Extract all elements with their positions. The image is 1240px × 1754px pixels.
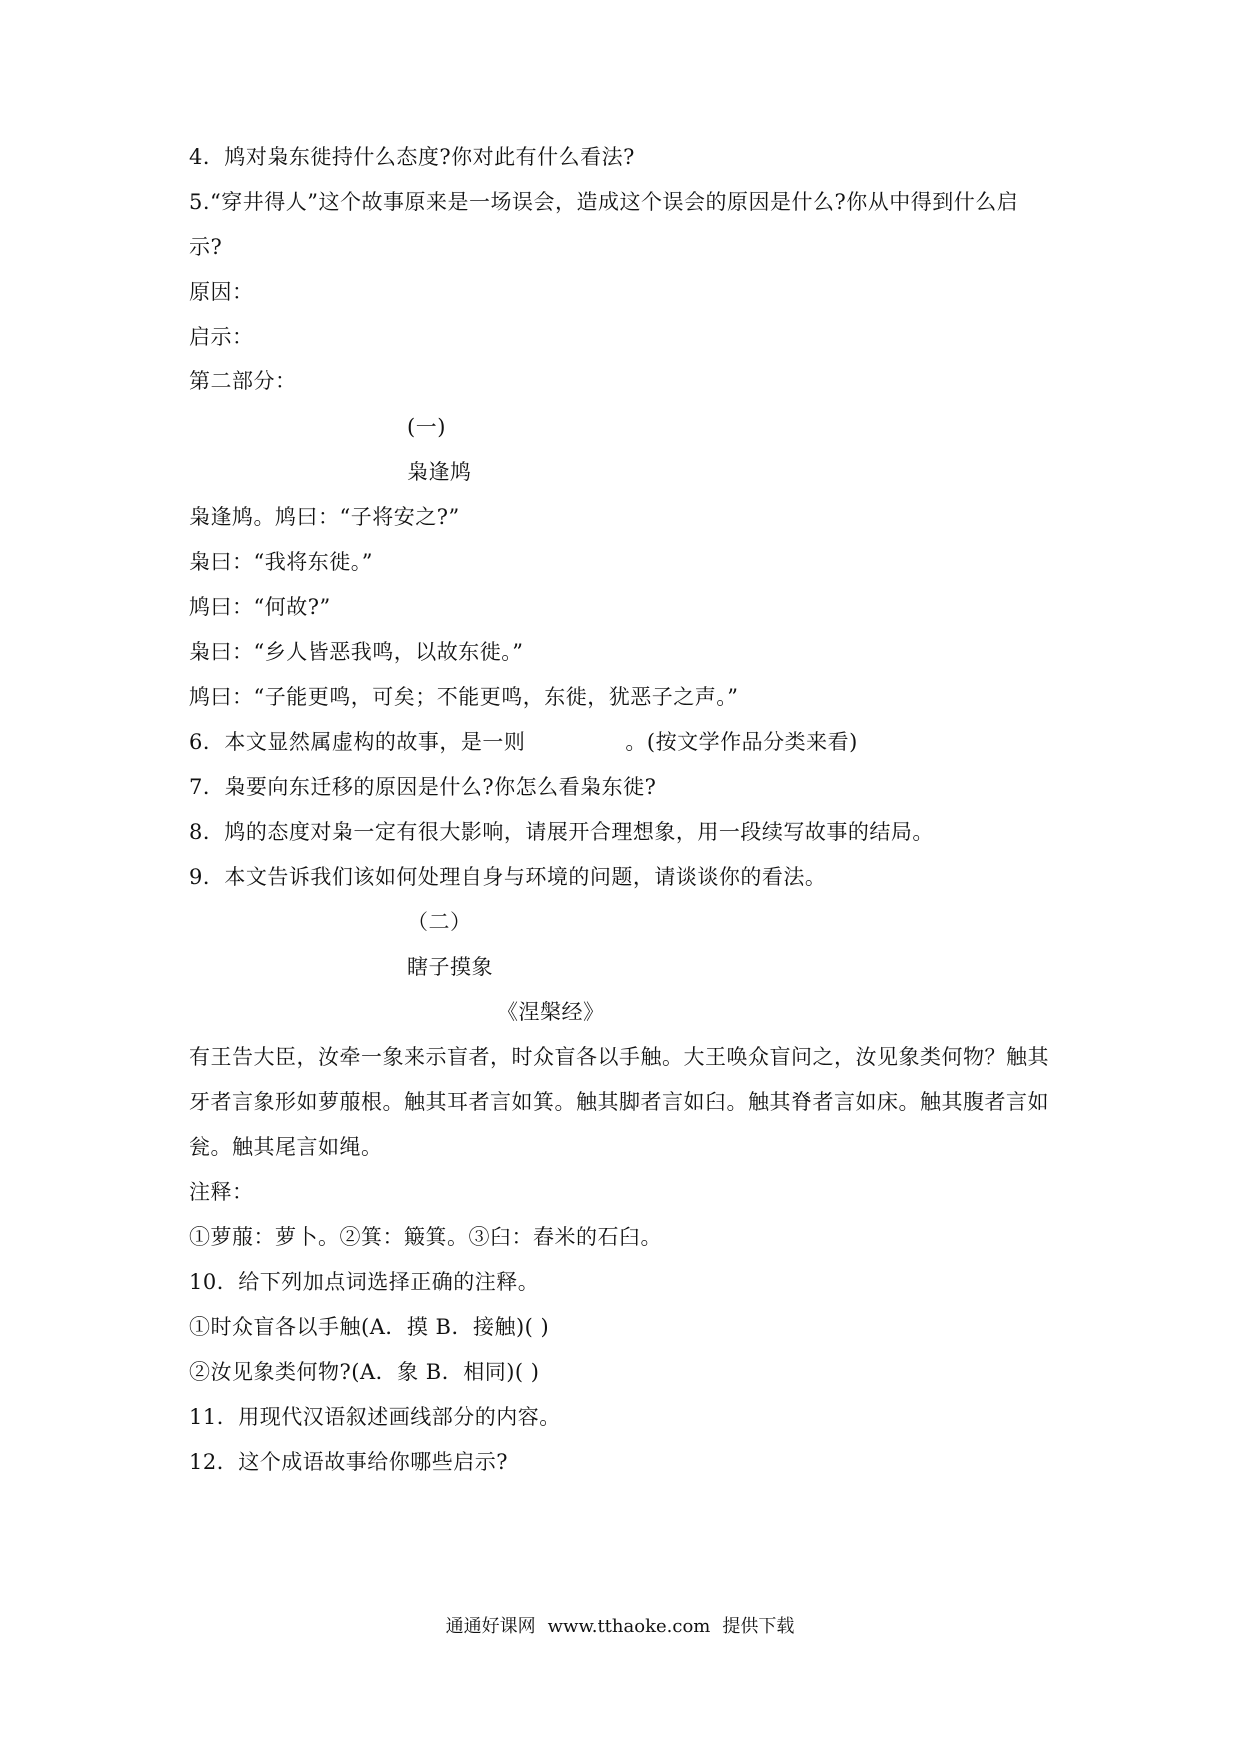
passage-line: 有王告大臣，汝牵一象来示盲者，时众盲各以手触。大王唤众盲问之，汝见象类何物？触其 <box>189 1045 1049 1069</box>
section-2-title: 瞎子摸象 <box>407 955 493 979</box>
passage-line: 牙者言象形如萝菔根。触其耳者言如箕。触其脚者言如臼。触其脊者言如床。触其腹者言如 <box>189 1090 1049 1114</box>
section-2-number: （二） <box>407 910 472 934</box>
question-12: 12．这个成语故事给你哪些启示? <box>189 1450 508 1474</box>
notes-text: ①萝菔：萝卜。②箕：簸箕。③臼：舂米的石臼。 <box>189 1225 662 1249</box>
dialogue-line: 鸠曰：“何故?” <box>189 595 331 619</box>
question-5-line-1: 5.“穿井得人”这个故事原来是一场误会，造成这个误会的原因是什么?你从中得到什么启 <box>189 190 1019 214</box>
question-7: 7．枭要向东迁移的原因是什么?你怎么看枭东徙? <box>189 775 657 799</box>
insight-label: 启示： <box>189 325 254 349</box>
question-11: 11．用现代汉语叙述画线部分的内容。 <box>189 1405 561 1429</box>
section-1-number: (一) <box>407 415 446 439</box>
question-5-line-2: 示? <box>189 235 223 259</box>
page-footer <box>0 1614 1240 1640</box>
dialogue-line: 鸠曰：“子能更鸣，可矣；不能更鸣，东徙，犹恶子之声。” <box>189 685 739 709</box>
reason-label: 原因： <box>189 280 254 304</box>
question-4: 4．鸠对枭东徙持什么态度?你对此有什么看法? <box>189 145 635 169</box>
section-1-title: 枭逢鸠 <box>407 460 472 484</box>
footer-url[interactable]: www.tthaoke.com <box>547 1616 711 1637</box>
question-6-text: 6．本文显然属虚构的故事，是一则 <box>189 730 526 754</box>
question-10-item-2: ②汝见象类何物?(A．象 B．相同)( ) <box>189 1360 540 1384</box>
question-8: 8．鸠的态度对枭一定有很大影响，请展开合理想象，用一段续写故事的结局。 <box>189 820 934 844</box>
question-9: 9．本文告诉我们该如何处理自身与环境的问题，请谈谈你的看法。 <box>189 865 827 889</box>
question-6-note: 。(按文学作品分类来看) <box>625 730 858 754</box>
dialogue-line: 枭逢鸠。鸠曰：“子将安之?” <box>189 505 460 529</box>
dialogue-line: 枭曰：“乡人皆恶我鸣，以故东徙。” <box>189 640 524 664</box>
part-two-label: 第二部分： <box>189 369 297 393</box>
footer-suffix: 提供下载 <box>722 1616 795 1637</box>
question-10-item-1: ①时众盲各以手触(A．摸 B．接触)( ) <box>189 1315 550 1339</box>
dialogue-line: 枭曰：“我将东徙。” <box>189 550 373 574</box>
notes-label: 注释： <box>189 1180 254 1204</box>
passage-line: 瓮。触其尾言如绳。 <box>189 1135 383 1159</box>
section-2-source: 《涅槃经》 <box>497 1000 605 1024</box>
question-6 <box>189 728 858 756</box>
question-10: 10．给下列加点词选择正确的注释。 <box>189 1270 540 1294</box>
footer-site-name: 通通好课网 <box>445 1616 536 1637</box>
